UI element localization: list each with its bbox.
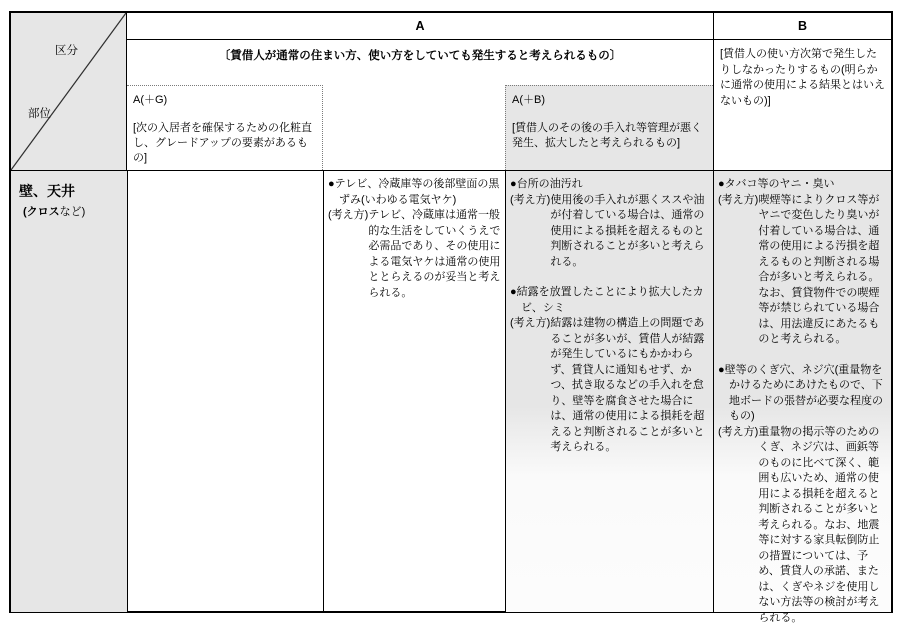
table-row-wall-ceiling	[11, 170, 891, 611]
restoration-classification-table	[9, 11, 893, 613]
corner-label-bui: 部位	[28, 105, 51, 121]
list-item: ●タバコ等のヤニ・臭い (考え方) 喫煙等によりクロス等がヤニで変色したり臭いが付着している場合は、通常の使用による汚損を超えるものと判断される場合が多いと考えられる。なお、賃貸物件での喫煙等が禁じられている場合は、用法違反にあたるものと考えられる。	[718, 177, 887, 348]
cell-b	[713, 171, 891, 612]
column-a-header: A	[127, 13, 713, 40]
sub-column-a-plus-b-label: A(＋B)	[512, 93, 707, 108]
column-a-description-band	[127, 40, 713, 170]
sub-column-a-plus-g-box	[127, 85, 323, 170]
sub-column-a-plus-g-description: [次の入居者を確保するための化粧直し、グレードアップの要素があるもの]	[133, 121, 316, 166]
cell-a-plus-b	[505, 171, 713, 612]
corner-cell	[11, 13, 127, 170]
cell-a	[323, 171, 505, 612]
row-header-wall-ceiling	[11, 171, 127, 612]
column-b-header: B	[713, 13, 891, 40]
sub-column-a-plus-b-box	[505, 85, 713, 170]
list-item: ●テレビ、冷蔵庫等の後部壁面の黒ずみ(いわゆる電気ヤケ) (考え方) テレビ、冷蔵庫は通常一般的な生活をしていくうえで必需品であり、その使用による電気ヤケは通常の使用ととらえるのが妥当と考えられる。	[328, 177, 501, 301]
column-b-description: [賃借人の使い方次第で発生したりしなかったりするもの(明らかに通常の使用による結果とはいえないもの)]	[713, 40, 891, 170]
row-subtitle: (クロスなど)	[11, 201, 127, 219]
cell-a-plus-g	[127, 171, 323, 612]
column-a-subtitle: 〔賃借人が通常の住まい方、使い方をしていても発生すると考えられるもの〕	[127, 40, 713, 63]
list-item: ●壁等のくぎ穴、ネジ穴(重量物をかけるためにあけたもので、下地ボードの張替が必要な程度のもの) (考え方) 重量物の掲示等のためのくぎ、ネジ穴は、画鋲等のものに比べて深く、範囲も広いため、通常の使用による損耗を超えると判断されることが多いと考えられる。なお、地震等に対する家具転倒防止の措置については、予め、賃貸人の承諾、または、くぎやネジを使用しない方法等の検討が考えられる。	[718, 363, 887, 626]
list-item: ●台所の油汚れ (考え方) 使用後の手入れが悪くススや油が付着している場合は、通常の使用による損耗を超えるものと判断されることが多いと考えられる。	[510, 177, 709, 270]
row-title: 壁、天井	[11, 171, 127, 201]
sub-column-a-plus-g-label: A(＋G)	[133, 93, 316, 108]
corner-label-kubun: 区分	[55, 42, 78, 58]
list-item: ●結露を放置したことにより拡大したカビ、シミ (考え方) 結露は建物の構造上の問題であることが多いが、賃借人が結露が発生しているにもかかわらず、賃貸人に通知もせず、かつ、拭き取るなどの手入れを怠り、壁等を腐食させた場合には、通常の使用による損耗を超えると判断されることが多いと考えられる。	[510, 285, 709, 456]
sub-column-a-plus-b-description: [賃借人のその後の手入れ等管理が悪く発生、拡大したと考えられるもの]	[512, 121, 707, 151]
